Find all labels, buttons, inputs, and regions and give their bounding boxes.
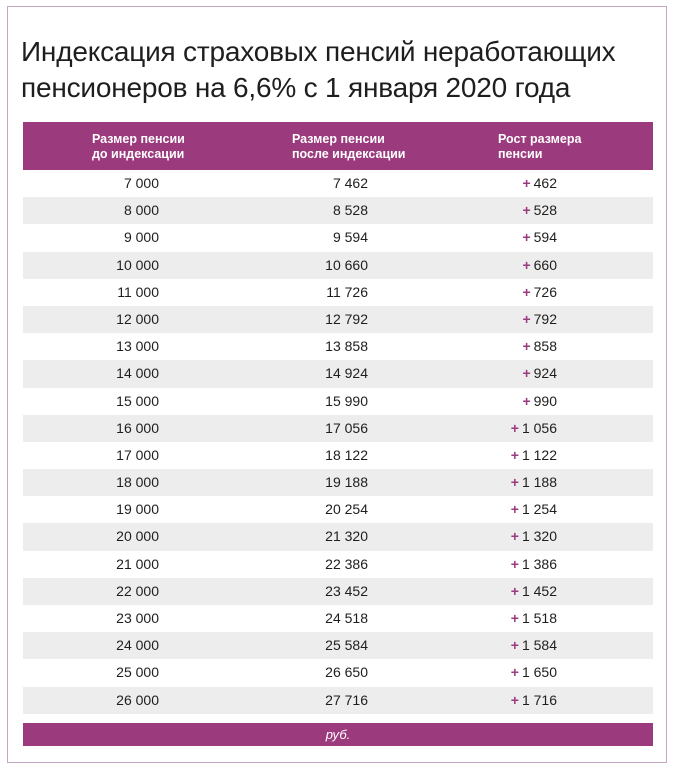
plus-icon: + [522, 256, 531, 273]
pension-before-cell: 22 000 [116, 582, 159, 599]
plus-icon: + [510, 582, 519, 599]
header-before-line-1: Размер пенсии [92, 132, 185, 146]
pension-after-cell: 7 462 [332, 175, 368, 191]
table-row [23, 632, 653, 659]
title-line-2: пенсионеров на 6,6% с 1 января 2020 года [21, 72, 571, 103]
pension-before-cell: 18 000 [116, 474, 159, 491]
pension-growth-cell [511, 578, 557, 605]
pension-before-cell: 16 000 [116, 419, 159, 436]
plus-icon: + [510, 637, 519, 654]
pension-before-cell: 25 000 [116, 664, 159, 681]
pension-before-cell: 7 000 [123, 175, 159, 191]
pension-growth-cell [522, 360, 557, 387]
plus-icon: + [522, 283, 531, 300]
pension-growth-cell [522, 333, 557, 360]
page-title [21, 34, 661, 106]
plus-icon: + [522, 365, 531, 382]
table-row [23, 442, 653, 469]
plus-icon: + [510, 664, 519, 681]
table-row [23, 551, 653, 578]
table-row [23, 659, 653, 686]
table-row [23, 469, 653, 496]
pension-growth-cell [511, 632, 557, 659]
growth-value: 660 [533, 256, 557, 273]
growth-value: 594 [533, 229, 557, 246]
growth-value: 1 320 [521, 528, 557, 545]
header-after-indexation [292, 132, 406, 162]
pension-after-cell: 14 924 [325, 365, 368, 382]
pension-after-cell: 13 858 [325, 338, 368, 355]
plus-icon: + [522, 202, 531, 219]
growth-value: 1 254 [521, 501, 557, 518]
pension-before-cell: 12 000 [116, 310, 159, 327]
growth-value: 1 716 [521, 691, 557, 708]
table-row [23, 360, 653, 387]
plus-icon: + [522, 310, 531, 327]
growth-value: 1 188 [521, 474, 557, 491]
pension-before-cell: 8 000 [123, 202, 159, 219]
pension-after-cell: 18 122 [325, 446, 368, 463]
table-row [23, 306, 653, 333]
pension-growth-cell [522, 388, 557, 415]
table-row [23, 333, 653, 360]
growth-value: 1 452 [521, 582, 557, 599]
pension-before-cell: 17 000 [116, 446, 159, 463]
pension-after-cell: 25 584 [325, 637, 368, 654]
growth-value: 528 [533, 202, 557, 219]
pension-after-cell: 11 726 [326, 283, 368, 300]
table-row [23, 496, 653, 523]
table-row [23, 687, 653, 714]
table-row [23, 252, 653, 279]
pension-growth-cell [511, 496, 557, 523]
pension-growth-cell [522, 197, 557, 224]
table-header [23, 122, 653, 170]
pension-before-cell: 26 000 [116, 691, 159, 708]
pension-after-cell: 19 188 [325, 474, 368, 491]
pension-growth-cell [511, 659, 557, 686]
plus-icon: + [510, 528, 519, 545]
pension-before-cell: 14 000 [116, 365, 159, 382]
pension-after-cell: 26 650 [325, 664, 368, 681]
plus-icon: + [522, 175, 531, 191]
plus-icon: + [522, 338, 531, 355]
pension-growth-cell [522, 224, 557, 251]
pension-table [23, 122, 653, 714]
growth-value: 990 [533, 392, 557, 409]
plus-icon: + [510, 691, 519, 708]
pension-growth-cell [522, 306, 557, 333]
header-after-line-2: после индексации [292, 147, 406, 161]
growth-value: 1 650 [521, 664, 557, 681]
header-before-line-2: до индексации [92, 147, 185, 161]
pension-growth-cell [511, 551, 557, 578]
pension-before-cell: 21 000 [116, 555, 159, 572]
header-before-indexation [92, 132, 185, 162]
pension-after-cell: 23 452 [325, 582, 368, 599]
pension-growth-cell [511, 605, 557, 632]
pension-after-cell: 20 254 [325, 501, 368, 518]
table-row [23, 279, 653, 306]
header-growth-line-2: пенсии [498, 147, 543, 161]
growth-value: 858 [533, 338, 557, 355]
pension-before-cell: 9 000 [123, 229, 159, 246]
growth-value: 1 386 [521, 555, 557, 572]
header-after-line-1: Размер пенсии [292, 132, 385, 146]
pension-after-cell: 17 056 [325, 419, 368, 436]
growth-value: 1 518 [521, 610, 557, 626]
growth-value: 924 [533, 365, 557, 382]
growth-value: 1 584 [521, 637, 557, 654]
table-row [23, 224, 653, 251]
table-row [23, 415, 653, 442]
unit-footer: руб. [23, 723, 653, 746]
growth-value: 1 122 [521, 446, 557, 463]
pension-growth-cell [522, 170, 557, 197]
pension-growth-cell [511, 687, 557, 714]
pension-after-cell: 8 528 [332, 202, 368, 219]
pension-before-cell: 20 000 [116, 528, 159, 545]
growth-value: 792 [533, 310, 557, 327]
table-row [23, 605, 653, 632]
header-growth-line-1: Рост размера [498, 132, 582, 146]
pension-growth-cell [511, 442, 557, 469]
table-row [23, 523, 653, 550]
plus-icon: + [510, 610, 519, 626]
header-growth [498, 132, 581, 162]
pension-before-cell: 19 000 [116, 501, 159, 518]
table-row [23, 197, 653, 224]
plus-icon: + [510, 419, 519, 436]
pension-before-cell: 15 000 [116, 392, 159, 409]
table-row [23, 170, 653, 197]
pension-after-cell: 15 990 [325, 392, 368, 409]
pension-before-cell: 23 000 [116, 610, 159, 626]
plus-icon: + [510, 555, 519, 572]
pension-after-cell: 12 792 [325, 310, 368, 327]
pension-before-cell: 10 000 [116, 256, 159, 273]
plus-icon: + [510, 474, 519, 491]
pension-growth-cell [522, 252, 557, 279]
table-body [23, 170, 653, 714]
pension-after-cell: 10 660 [325, 256, 368, 273]
plus-icon: + [510, 446, 519, 463]
pension-before-cell: 24 000 [116, 637, 159, 654]
pension-after-cell: 27 716 [325, 691, 368, 708]
pension-growth-cell [522, 279, 557, 306]
growth-value: 726 [533, 283, 557, 300]
growth-value: 462 [533, 175, 557, 191]
plus-icon: + [510, 501, 519, 518]
title-line-1: Индексация страховых пенсий неработающих [21, 36, 616, 67]
plus-icon: + [522, 229, 531, 246]
pension-after-cell: 22 386 [325, 555, 368, 572]
growth-value: 1 056 [521, 419, 557, 436]
pension-before-cell: 11 000 [117, 283, 159, 300]
plus-icon: + [522, 392, 531, 409]
table-row [23, 578, 653, 605]
pension-before-cell: 13 000 [116, 338, 159, 355]
pension-after-cell: 24 518 [325, 610, 368, 626]
table-row [23, 388, 653, 415]
pension-growth-cell [511, 469, 557, 496]
pension-growth-cell [511, 415, 557, 442]
pension-growth-cell [511, 523, 557, 550]
pension-after-cell: 9 594 [332, 229, 368, 246]
pension-after-cell: 21 320 [325, 528, 368, 545]
